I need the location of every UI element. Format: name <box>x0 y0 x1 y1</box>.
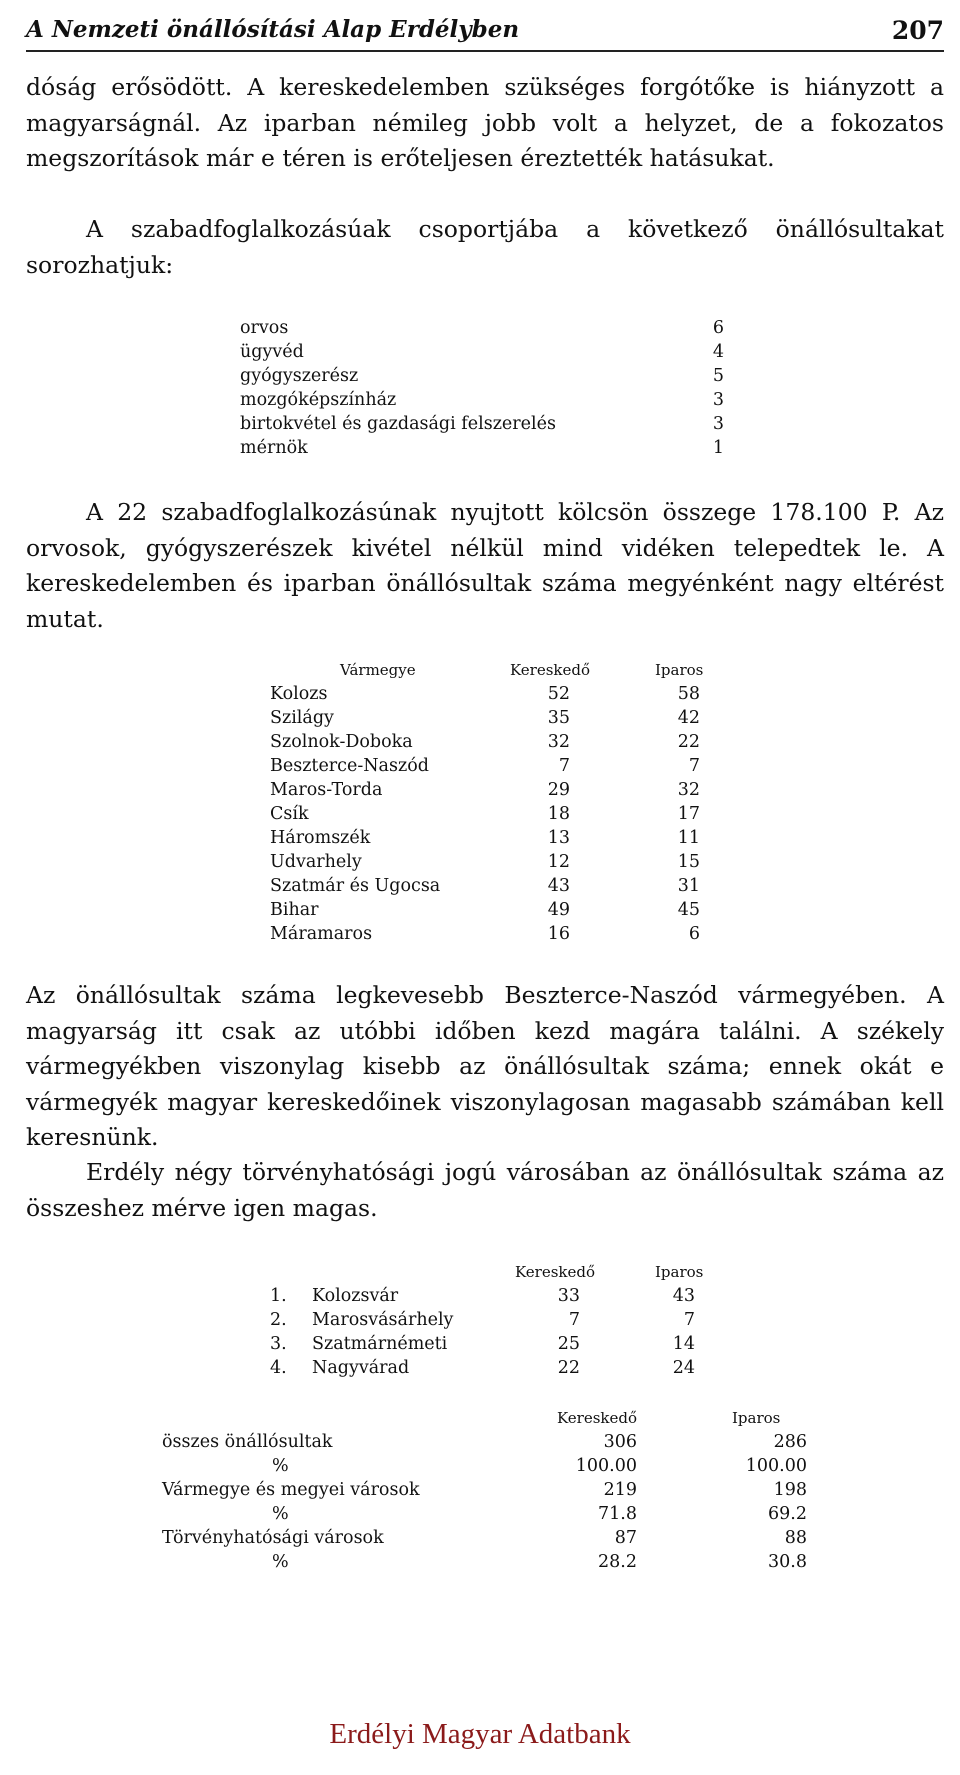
merchant-count: 35 <box>547 708 570 728</box>
city-rows <box>270 1284 720 1380</box>
county-name: Szilágy <box>270 708 334 728</box>
list-item <box>240 436 724 460</box>
summary-table <box>162 1406 822 1574</box>
watermark-footer: Erdélyi Magyar Adatbank <box>329 1718 631 1750</box>
city-name: Szatmárnémeti <box>312 1334 448 1354</box>
merchant-count: 18 <box>547 804 570 824</box>
table-row <box>270 874 720 898</box>
running-header <box>26 14 944 52</box>
merchant-value: 71.8 <box>598 1504 637 1524</box>
profession-count: 6 <box>712 318 724 338</box>
table-header <box>270 658 720 682</box>
profession-count: 3 <box>712 390 724 410</box>
paragraph-1: dóság erősödött. A kereskedelemben szükséges forgótőke is hiányzott a magyarságnál. Az iparban némileg jobb volt a helyzet, de a fokozatos megszorítások már e téren is erőteljesen éreztették hatásukat. <box>26 73 944 172</box>
county-name: Szolnok-Doboka <box>270 732 413 752</box>
column-header: Kereskedő <box>510 661 591 679</box>
craftsman-count: 7 <box>683 1310 695 1330</box>
paragraph-5: Erdély négy törvényhatósági jogú városában az önállósultak száma az összeshez mérve igen magas. <box>26 1158 944 1222</box>
column-header: Iparos <box>655 661 704 679</box>
craftsman-count: 7 <box>688 756 700 776</box>
craftsman-count: 24 <box>672 1358 695 1378</box>
list-item <box>240 316 724 340</box>
merchant-value: 219 <box>603 1480 637 1500</box>
profession-name: mérnök <box>240 438 308 458</box>
list-item <box>240 340 724 364</box>
craftsman-count: 22 <box>677 732 700 752</box>
craftsman-count: 42 <box>677 708 700 728</box>
county-name: Udvarhely <box>270 852 362 872</box>
craftsman-count: 6 <box>688 924 700 944</box>
profession-name: gyógyszerész <box>240 366 359 386</box>
merchant-value: 100.00 <box>575 1456 637 1476</box>
profession-count: 3 <box>712 414 724 434</box>
profession-name: birtokvétel és gazdasági felszerelés <box>240 414 556 434</box>
county-name: Maros-Torda <box>270 780 383 800</box>
merchant-count: 49 <box>547 900 570 920</box>
professions-list <box>240 316 724 460</box>
table-row <box>270 898 720 922</box>
merchant-count: 16 <box>547 924 570 944</box>
table-row <box>270 1308 720 1332</box>
craftsman-count: 58 <box>677 684 700 704</box>
merchant-value: 306 <box>603 1432 637 1452</box>
county-name: Csík <box>270 804 309 824</box>
table-row <box>162 1430 822 1454</box>
merchant-count: 25 <box>557 1334 580 1354</box>
profession-count: 1 <box>712 438 724 458</box>
profession-name: mozgóképszínház <box>240 390 397 410</box>
craftsman-count: 45 <box>677 900 700 920</box>
table-row <box>270 922 720 946</box>
table-row <box>270 706 720 730</box>
table-row <box>270 1356 720 1380</box>
summary-label: Törvényhatósági városok <box>162 1528 384 1548</box>
city-name: Marosvásárhely <box>312 1310 454 1330</box>
city-index: 1. <box>270 1286 287 1306</box>
table-row <box>270 730 720 754</box>
summary-rows <box>162 1430 822 1574</box>
craftsman-value: 69.2 <box>768 1504 807 1524</box>
list-item <box>240 412 724 436</box>
city-index: 4. <box>270 1358 287 1378</box>
craftsman-count: 31 <box>677 876 700 896</box>
county-name: Szatmár és Ugocsa <box>270 876 441 896</box>
column-header: Kereskedő <box>515 1263 596 1281</box>
county-name: Bihar <box>270 900 319 920</box>
city-table <box>270 1260 720 1380</box>
table-row <box>162 1502 822 1526</box>
merchant-count: 33 <box>557 1286 580 1306</box>
craftsman-value: 100.00 <box>745 1456 807 1476</box>
table-row <box>162 1550 822 1574</box>
merchant-value: 87 <box>614 1528 637 1548</box>
county-rows <box>270 682 720 946</box>
table-row <box>270 778 720 802</box>
merchant-count: 7 <box>558 756 570 776</box>
table-row <box>162 1526 822 1550</box>
craftsman-count: 15 <box>677 852 700 872</box>
column-header: Kereskedő <box>557 1409 638 1427</box>
craftsman-count: 43 <box>672 1286 695 1306</box>
merchant-value: 28.2 <box>598 1552 637 1572</box>
table-header <box>162 1406 822 1430</box>
paragraph-2: A szabadfoglalkozásúak csoportjába a következő önállósultakat sorozhatjuk: <box>26 215 944 279</box>
craftsman-value: 88 <box>784 1528 807 1548</box>
paragraph-4: Az önállósultak száma legkevesebb Beszterce-Naszód vármegyében. A magyarság itt csak az utóbbi időben kezd magára találni. A székely vármegyékben viszonylag kisebb az önállósultak száma; ennek okát e vármegyék magyar kereskedőinek viszonylagosan magasabb számában kell keresnünk. <box>26 981 944 1151</box>
merchant-count: 32 <box>547 732 570 752</box>
merchant-count: 22 <box>557 1358 580 1378</box>
summary-label: % <box>272 1456 289 1476</box>
table-row <box>270 826 720 850</box>
table-row <box>270 682 720 706</box>
craftsman-count: 17 <box>677 804 700 824</box>
running-title: A Nemzeti önállósítási Alap Erdélyben <box>26 16 520 43</box>
column-header: Iparos <box>655 1263 704 1281</box>
profession-name: orvos <box>240 318 289 338</box>
county-name: Máramaros <box>270 924 373 944</box>
list-item <box>240 364 724 388</box>
table-row <box>270 850 720 874</box>
profession-count: 4 <box>712 342 724 362</box>
merchant-count: 13 <box>547 828 570 848</box>
profession-name: ügyvéd <box>240 342 304 362</box>
table-header <box>270 1260 720 1284</box>
table-row <box>270 754 720 778</box>
profession-count: 5 <box>712 366 724 386</box>
city-index: 3. <box>270 1334 287 1354</box>
craftsman-count: 14 <box>672 1334 695 1354</box>
city-name: Nagyvárad <box>312 1358 410 1378</box>
city-name: Kolozsvár <box>312 1286 399 1306</box>
county-name: Kolozs <box>270 684 328 704</box>
merchant-count: 7 <box>568 1310 580 1330</box>
table-row <box>270 1332 720 1356</box>
column-header: Iparos <box>732 1409 781 1427</box>
craftsman-count: 11 <box>677 828 700 848</box>
summary-label: % <box>272 1504 289 1524</box>
summary-label: % <box>272 1552 289 1572</box>
craftsman-value: 198 <box>773 1480 807 1500</box>
list-item <box>240 388 724 412</box>
table-row <box>270 1284 720 1308</box>
table-row <box>162 1478 822 1502</box>
county-table <box>270 658 720 946</box>
summary-label: Vármegye és megyei városok <box>162 1480 420 1500</box>
summary-label: összes önállósultak <box>162 1432 333 1452</box>
merchant-count: 12 <box>547 852 570 872</box>
craftsman-value: 286 <box>773 1432 807 1452</box>
merchant-count: 29 <box>547 780 570 800</box>
merchant-count: 52 <box>547 684 570 704</box>
paragraph-3: A 22 szabadfoglalkozásúnak nyujtott kölcsön összege 178.100 P. Az orvosok, gyógyszerészek kivétel nélkül mind vidéken telepedtek le. A kereskedelemben és iparban önállósultak száma megyénként nagy eltérést mutat. <box>26 498 944 633</box>
merchant-count: 43 <box>547 876 570 896</box>
table-row <box>162 1454 822 1478</box>
county-name: Háromszék <box>270 828 371 848</box>
city-index: 2. <box>270 1310 287 1330</box>
craftsman-value: 30.8 <box>768 1552 807 1572</box>
craftsman-count: 32 <box>677 780 700 800</box>
page-number: 207 <box>891 16 944 45</box>
table-row <box>270 802 720 826</box>
county-name: Beszterce-Naszód <box>270 756 429 776</box>
column-header: Vármegye <box>340 661 416 679</box>
